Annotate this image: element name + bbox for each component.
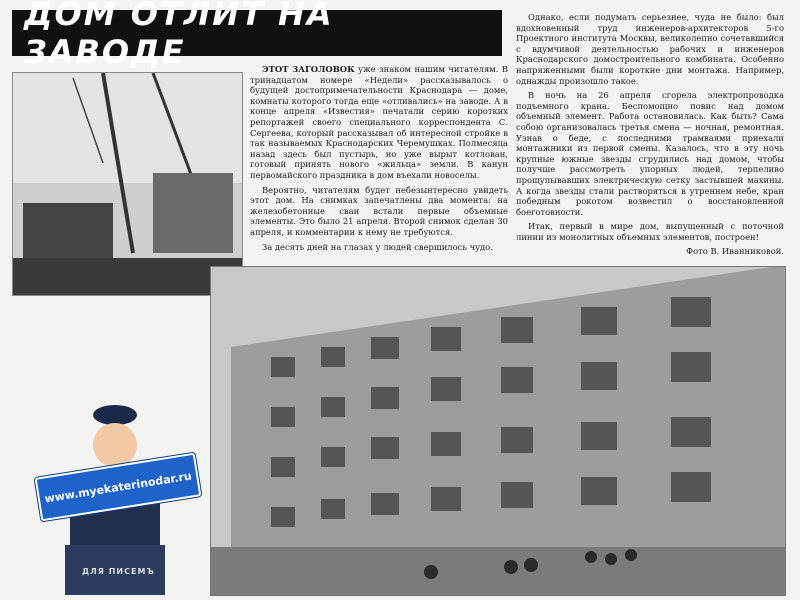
finished-building-photo [210,266,786,596]
photo-credit: Фото В. Иванниковой. [686,246,784,257]
paragraph: Однако, если подумать серьезнее, чуда не было: был вдохновенный труд инженеров-архитекторов 5-го Проектного института Москвы, великолепно сочетавшийся с вдумчивой деятельностью рабочих и инженеров Краснодарского домостроительного комбината. Особенно напряженными были короткие дни монтажа. Например, однажды произошло такое. [516,12,784,86]
paragraph: За десять дней на глазах у людей свершилось чудо. [262,241,493,252]
construction-photo [12,72,243,296]
paragraph: Вероятно, читателям будет небезынтересно увидеть этот дом. На снимках запечатлены два момента: на железобетонные сваи встали первые объемные элементы. Это было 21 апреля. Второй снимок сделан 30 апреля, и комментарии к нему не требуются. [250,184,508,237]
article-column-b [516,12,784,267]
paragraph: В ночь на 26 апреля сгорела электропроводка подъемного крана. Беспомощно повис над домом объемный элемент. Работа остановилась. Как быть? Сама собою организовалась третья смена — ночная, ремонтная. Узнав о беде, с последними трамваями приехали монтажники из первой смены. Казалось, что в эту ночь крупные южные звезды сгрудились над домом, чтобы получше рассмотреть упорных людей, терпеливо прощупывавших электрическую сетку застывшей махины. А когда звезды стали растворяться в утреннем небе, кран победным рокотом возвестил о восстановленной боеготовности. [516,90,784,217]
paragraph: уже знаком нашим читателям. В тринадцатом номере «Недели» рассказывалось о будущей достопримечательности Краснодара — доме, комнаты которого тогда еще «отливались» на заводе. А в конце апреля «Известия» печатали серию коротких репортажей своего специального корреспондента С. Сергеева, который рассказывал об интересной стройке в так называемых Краснодарских Черемушках. Полмесяца назад здесь был пустырь, но уже вырыт котлован, готовый принять нового «жильца» земли. В канун первомайского праздника в дом въехали новоселы. [250,64,508,180]
lead-caps: ЭТОТ ЗАГОЛОВОК [262,64,355,74]
article-column-a [250,64,508,274]
mailbag-label: ДЛЯ ПИСЕМЪ [82,567,155,576]
headline: ДОМ ОТЛИТ НА ЗАВОДЕ [12,10,502,56]
paragraph: Итак, первый в мире дом, выпущенный с поточной линии из монолитных объемных элементов, построен! [516,221,784,242]
watermark-banner: www.myekaterinodar.ru [35,453,202,522]
